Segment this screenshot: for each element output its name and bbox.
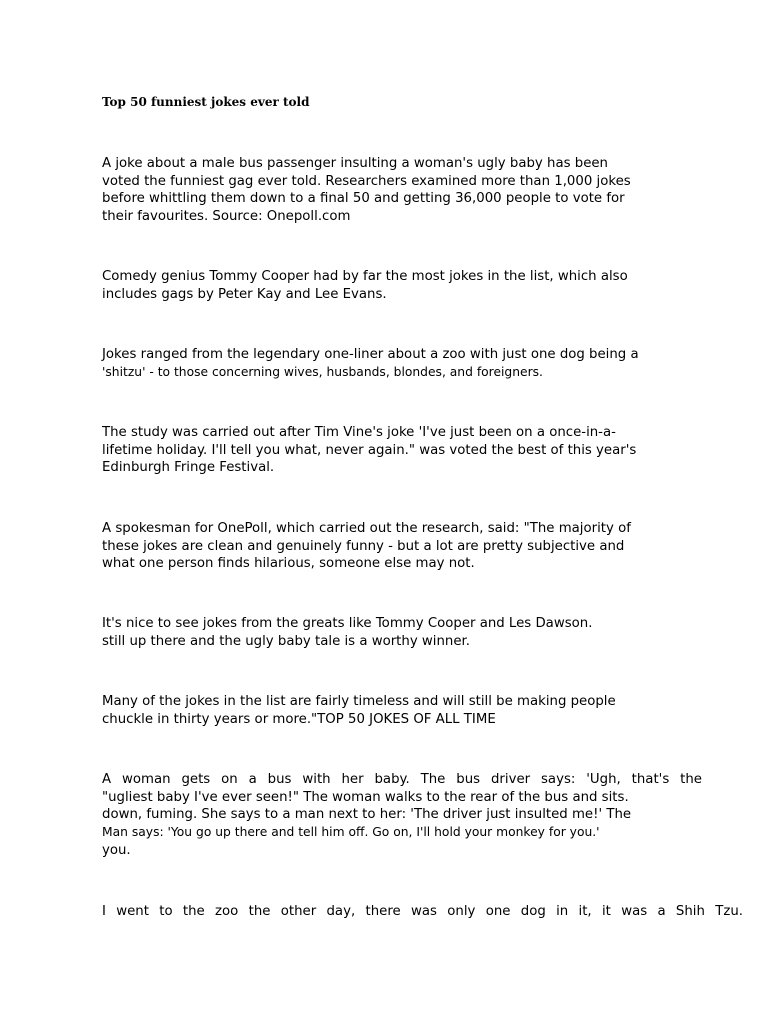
paragraph-line: you.: [102, 842, 131, 858]
paragraph-line: Man says: 'You go up there and tell him off. Go on, I'll hold your monkey for you.': [102, 825, 600, 840]
paragraph-jokes-ranged: [102, 346, 639, 381]
paragraph-line: A joke about a male bus passenger insulting a woman's ugly baby has been: [102, 156, 608, 171]
paragraph-line: down, fuming. She says to a man next to her: 'The driver just insulted me!' The: [102, 807, 632, 823]
paragraph-line: A spokesman for OnePoll, which carried out the research, said: "The majority of: [102, 521, 631, 536]
paragraph-line: what one person finds hilarious, someone else may not.: [102, 556, 475, 572]
paragraph-line: Many of the jokes in the list are fairly timeless and will still be making people: [102, 694, 616, 709]
paragraph-tommy-cooper: [102, 268, 628, 303]
paragraph-line: lifetime holiday. I'll tell you what, never again." was voted the best of this year's: [102, 442, 637, 458]
paragraph-zoo-joke: [102, 903, 743, 921]
paragraph-line: their favourites. Source: Onepoll.com: [102, 209, 351, 225]
paragraph-timeless: [102, 693, 616, 728]
paragraph-line: "ugliest baby I've ever seen!" The woman walks to the rear of the bus and sits.: [102, 789, 629, 805]
paragraph-line: still up there and the ugly baby tale is a worthy winner.: [102, 633, 471, 649]
document-title: Top 50 funniest jokes ever told: [102, 95, 310, 109]
paragraph-line: chuckle in thirty years or more."TOP 50 JOKES OF ALL TIME: [102, 711, 496, 727]
paragraph-intro: [102, 155, 631, 226]
paragraph-line: I went to the zoo the other day, there was only one dog in it, it was a Shih Tzu.: [102, 904, 743, 919]
paragraph-line: these jokes are clean and genuinely funny - but a lot are pretty subjective and: [102, 538, 625, 554]
paragraph-line: Edinburgh Fringe Festival.: [102, 460, 275, 476]
paragraph-line: A woman gets on a bus with her baby. The bus driver says: 'Ugh, that's the: [102, 772, 702, 787]
paragraph-greats: [102, 615, 592, 650]
paragraph-study: [102, 424, 636, 477]
paragraph-line: Comedy genius Tommy Cooper had by far the most jokes in the list, which also: [102, 269, 628, 284]
paragraph-line: before whittling them down to a final 50 and getting 36,000 people to vote for: [102, 191, 625, 207]
paragraph-line: voted the funniest gag ever told. Researchers examined more than 1,000 jokes: [102, 173, 631, 189]
paragraph-line: Jokes ranged from the legendary one-liner about a zoo with just one dog being a: [102, 347, 639, 362]
paragraph-line: It's nice to see jokes from the greats like Tommy Cooper and Les Dawson.: [102, 616, 593, 631]
paragraph-bus-joke: [102, 771, 702, 860]
paragraph-line: 'shitzu' - to those concerning wives, husbands, blondes, and foreigners.: [102, 364, 543, 379]
paragraph-line: includes gags by Peter Kay and Lee Evans.: [102, 286, 387, 302]
paragraph-line: The study was carried out after Tim Vine's joke 'I've just been on a once-in-a-: [102, 425, 616, 440]
paragraph-spokesman: [102, 520, 631, 573]
